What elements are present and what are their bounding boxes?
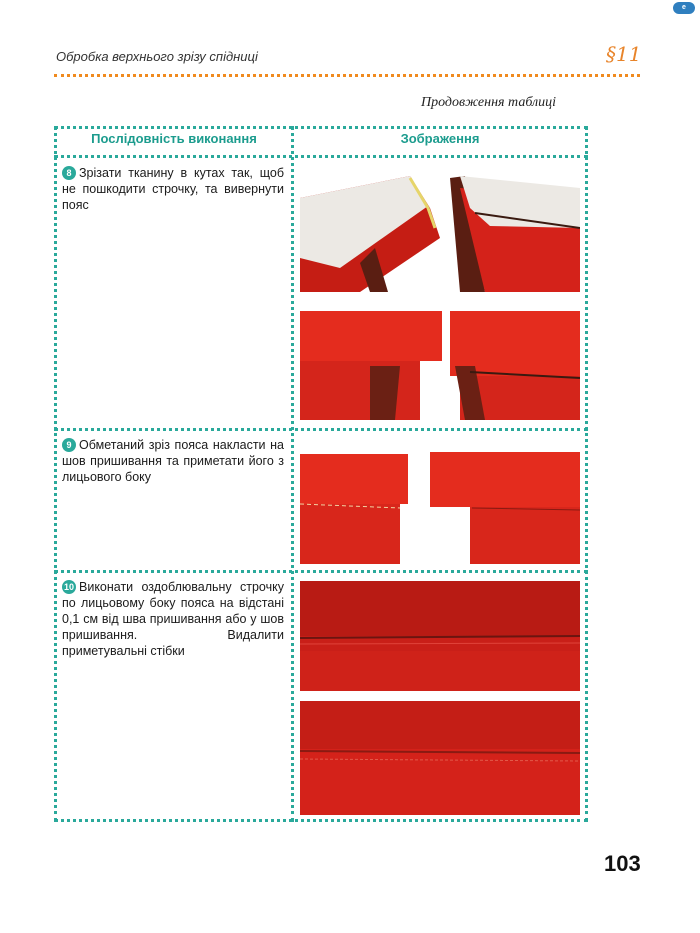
table-column-divider bbox=[291, 126, 294, 822]
page-number: 103 bbox=[604, 851, 641, 876]
step-text: Обметаний зріз пояса накласти на шов пришивання та приметати його з лицьового боку bbox=[62, 438, 284, 484]
step-9 bbox=[62, 437, 284, 485]
photo-finished-seam bbox=[300, 701, 580, 815]
step-text: Виконати оздоблювальну строчку по лицьовому боку пояса на відстані 0,1 см від шва пришивання або у шов пришивання. Видалити приметувальні стібки bbox=[62, 580, 284, 658]
step-8 bbox=[62, 165, 284, 213]
step-number-badge: 8 bbox=[62, 166, 76, 180]
table-row-divider bbox=[54, 428, 588, 431]
publisher-logo: e bbox=[673, 2, 695, 14]
column-header-image: Зображення bbox=[400, 131, 480, 146]
table-continuation-label: Продовження таблиці bbox=[421, 95, 557, 110]
step-number-badge: 9 bbox=[62, 438, 76, 452]
table-row-divider bbox=[54, 570, 588, 573]
column-header-sequence: Послідовність виконання bbox=[91, 131, 257, 146]
running-header-title: Обробка верхнього зрізу спідниці bbox=[56, 49, 258, 64]
section-number: §11 bbox=[606, 42, 642, 66]
photo-turned-waistband bbox=[300, 306, 580, 420]
photo-baste-waistband bbox=[300, 446, 580, 564]
step-10 bbox=[62, 579, 284, 659]
photo-cut-corners bbox=[300, 168, 580, 292]
photo-topstitch-closeup bbox=[300, 581, 580, 691]
header-divider bbox=[54, 74, 640, 77]
table-header-divider bbox=[54, 155, 588, 158]
step-number-badge: 10 bbox=[63, 582, 74, 592]
step-text: Зрізати тканину в кутах так, щоб не пошкодити строчку, та вивернути пояс bbox=[62, 166, 284, 212]
